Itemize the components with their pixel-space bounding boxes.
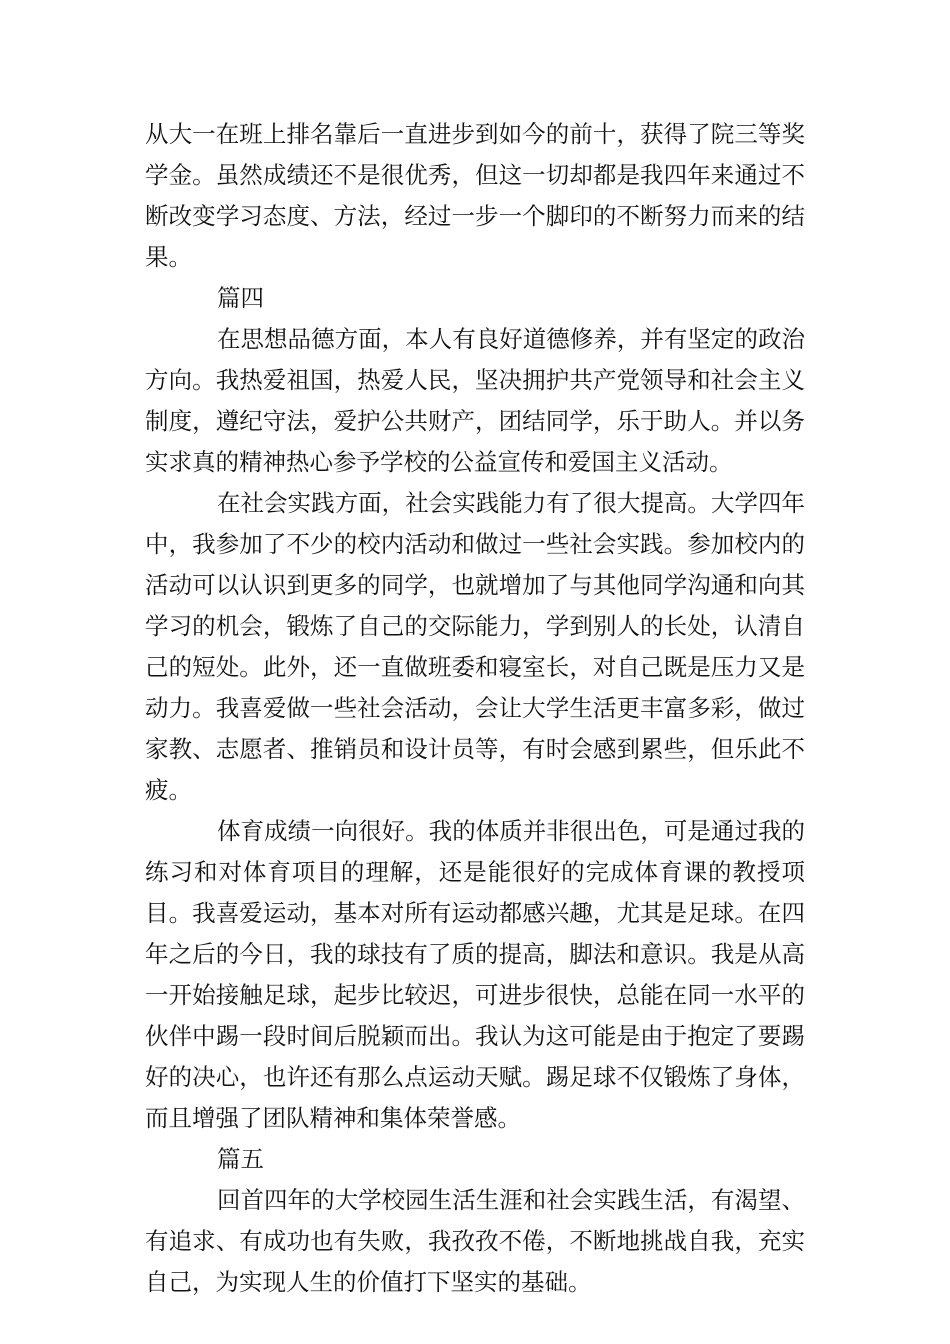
document-body xyxy=(145,114,805,1303)
paragraph-social-practice: 在社会实践方面，社会实践能力有了很大提高。大学四年中，我参加了不少的校内活动和做过一些社会实践。参加校内的活动可以认识到更多的同学，也就增加了与其他同学沟通和向其学习的机会，锻炼了自己的交际能力，学到别人的长处，认清自己的短处。此外，还一直做班委和寝室长，对自己既是压力又是动力。我喜爱做一些社会活动，会让大学生活更丰富多彩，做过家教、志愿者、推销员和设计员等，有时会感到累些，但乐此不疲。 xyxy=(145,489,805,804)
paragraph-continuation: 从大一在班上排名靠后一直进步到如今的前十，获得了院三等奖学金。虽然成绩还不是很优秀，但这一切却都是我四年来通过不断改变学习态度、方法，经过一步一个脚印的不断努力而来的结果。 xyxy=(145,120,805,271)
paragraph-moral-character: 在思想品德方面，本人有良好道德修养，并有坚定的政治方向。我热爱祖国，热爱人民，坚决拥护共产党领导和社会主义制度，遵纪守法，爱护公共财产，团结同学，乐于助人。并以务实求真的精神热心参予学校的公益宣传和爱国主义活动。 xyxy=(145,325,805,476)
section-heading-part-five: 篇五 xyxy=(217,1145,264,1173)
paragraph-reflection: 回首四年的大学校园生活生涯和社会实践生活，有渴望、有追求、有成功也有失败，我孜孜不倦，不断地挑战自我，充实自己，为实现人生的价值打下坚实的基础。 xyxy=(145,1186,805,1296)
section-heading-part-four: 篇四 xyxy=(217,284,264,312)
paragraph-sports: 体育成绩一向很好。我的体质并非很出色，可是通过我的练习和对体育项目的理解，还是能很好的完成体育课的教授项目。我喜爱运动，基本对所有运动都感兴趣，尤其是足球。在四年之后的今日，我的球技有了质的提高，脚法和意识。我是从高一开始接触足球，起步比较迟，可进步很快，总能在同一水平的伙伴中踢一段时间后脱颖而出。我认为这可能是由于抱定了要踢好的决心，也许还有那么点运动天赋。踢足球不仅锻炼了身体，而且增强了团队精神和集体荣誉感。 xyxy=(145,817,805,1132)
